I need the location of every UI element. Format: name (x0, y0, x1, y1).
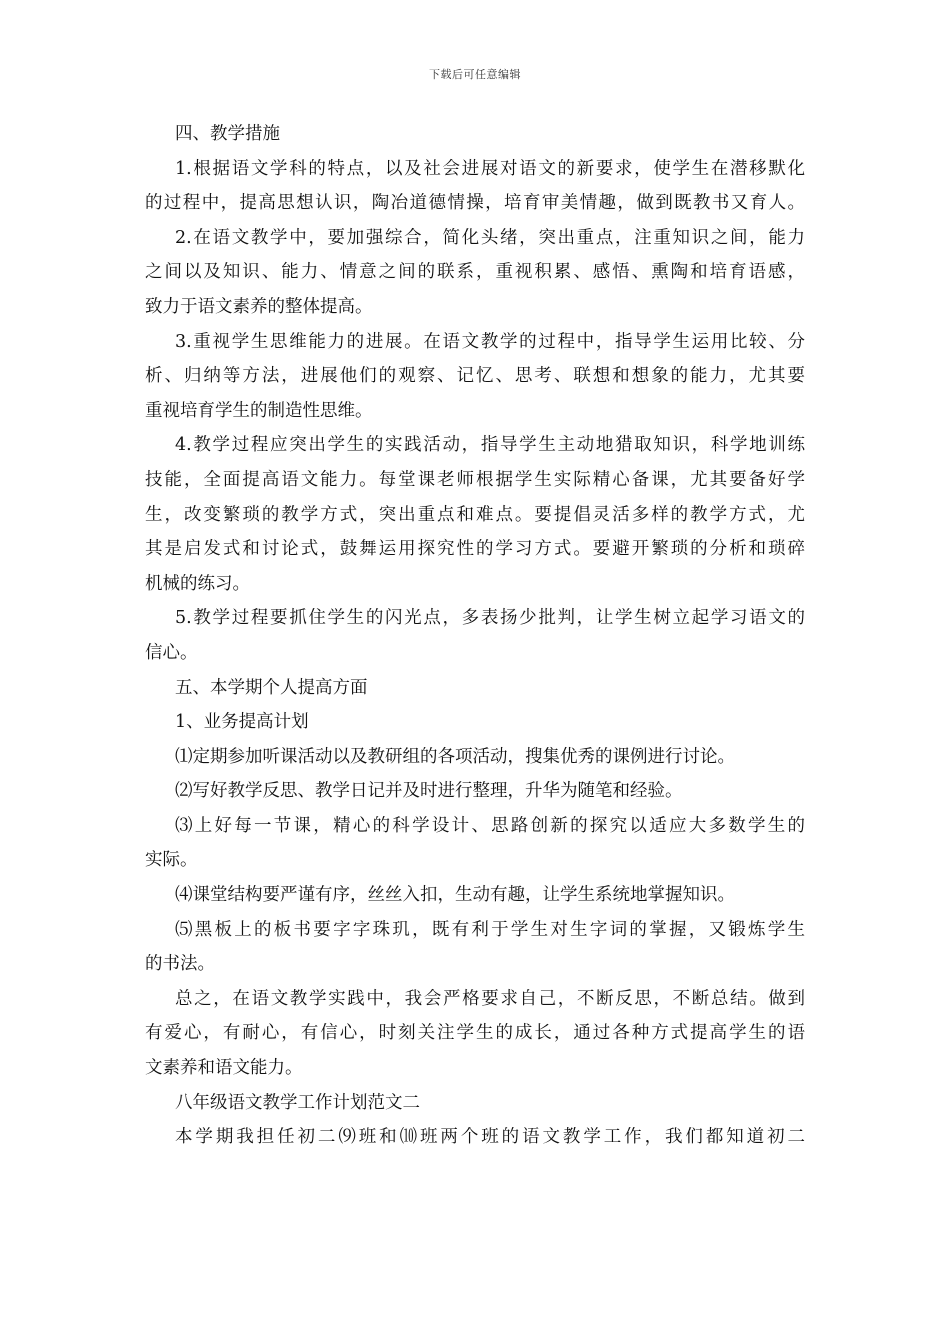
text-line: 致力于语文素养的整体提高。 (145, 296, 373, 317)
text-line: 生，改变繁琐的教学方式，突出重点和难点。要提倡灵活多样的教学方式，尤 (145, 504, 805, 525)
text-line: 4.教学过程应突出学生的实践活动，指导学生主动地猎取知识，科学地训练 (175, 435, 805, 456)
text-line: 总之，在语文教学实践中，我会严格要求自己，不断反思，不断总结。做到 (175, 988, 805, 1009)
text-line: ⑶上好每一节课，精心的科学设计、思路创新的探究以适应大多数学生的 (175, 815, 805, 836)
text-line: 五、本学期个人提高方面 (175, 677, 368, 698)
text-line: 实际。 (145, 850, 198, 871)
text-line: 技能，全面提高语文能力。每堂课老师根据学生实际精心备课，尤其要备好学 (145, 469, 805, 490)
text-line: 1、业务提高计划 (175, 712, 309, 733)
text-line: 本学期我担任初二⑼班和⑽班两个班的语文教学工作，我们都知道初二 (175, 1127, 805, 1148)
text-line: ⑵写好教学反思、教学日记并及时进行整理，升华为随笔和经验。 (175, 781, 683, 802)
document-body (145, 117, 805, 1155)
text-line: 5.教学过程要抓住学生的闪光点，多表扬少批判，让学生树立起学习语文的 (175, 608, 805, 629)
text-line: 机械的练习。 (145, 573, 250, 594)
text-line: 文素养和语文能力。 (145, 1058, 303, 1079)
text-line: 之间以及知识、能力、情意之间的联系，重视积累、感悟、熏陶和培育语感， (145, 262, 805, 283)
text-line: 四、教学措施 (175, 124, 280, 144)
text-line: ⑴定期参加听课活动以及教研组的各项活动，搜集优秀的课例进行讨论。 (175, 746, 735, 767)
text-line: 2.在语文教学中，要加强综合，简化头绪，突出重点，注重知识之间，能力 (175, 227, 805, 248)
text-line: 重视培育学生的制造性思维。 (145, 400, 373, 421)
text-line: 析、归纳等方法，进展他们的观察、记忆、思考、联想和想象的能力，尤其要 (145, 366, 805, 387)
text-line: 1.根据语文学科的特点，以及社会进展对语文的新要求，使学生在潜移默化 (175, 158, 805, 179)
text-line: 其是启发式和讨论式，鼓舞运用探究性的学习方式。要避开繁琐的分析和琐碎 (145, 539, 805, 560)
text-line: 3.重视学生思维能力的进展。在语文教学的过程中，指导学生运用比较、分 (175, 331, 805, 352)
text-line: 信心。 (145, 642, 198, 663)
text-line: ⑷课堂结构要严谨有序，丝丝入扣，生动有趣，让学生系统地掌握知识。 (175, 885, 735, 906)
text-line: 的过程中，提高思想认识，陶冶道德情操，培育审美情趣，做到既教书又育人。 (145, 193, 805, 214)
page-header: 下载后可任意编辑 (429, 68, 521, 81)
text-line: ⑸黑板上的板书要字字珠玑，既有利于学生对生字词的掌握，又锻炼学生 (175, 919, 805, 940)
text-line: 有爱心，有耐心，有信心，时刻关注学生的成长，通过各种方式提高学生的语 (145, 1023, 805, 1044)
text-line: 八年级语文教学工作计划范文二 (175, 1092, 420, 1113)
text-line: 的书法。 (145, 954, 215, 975)
